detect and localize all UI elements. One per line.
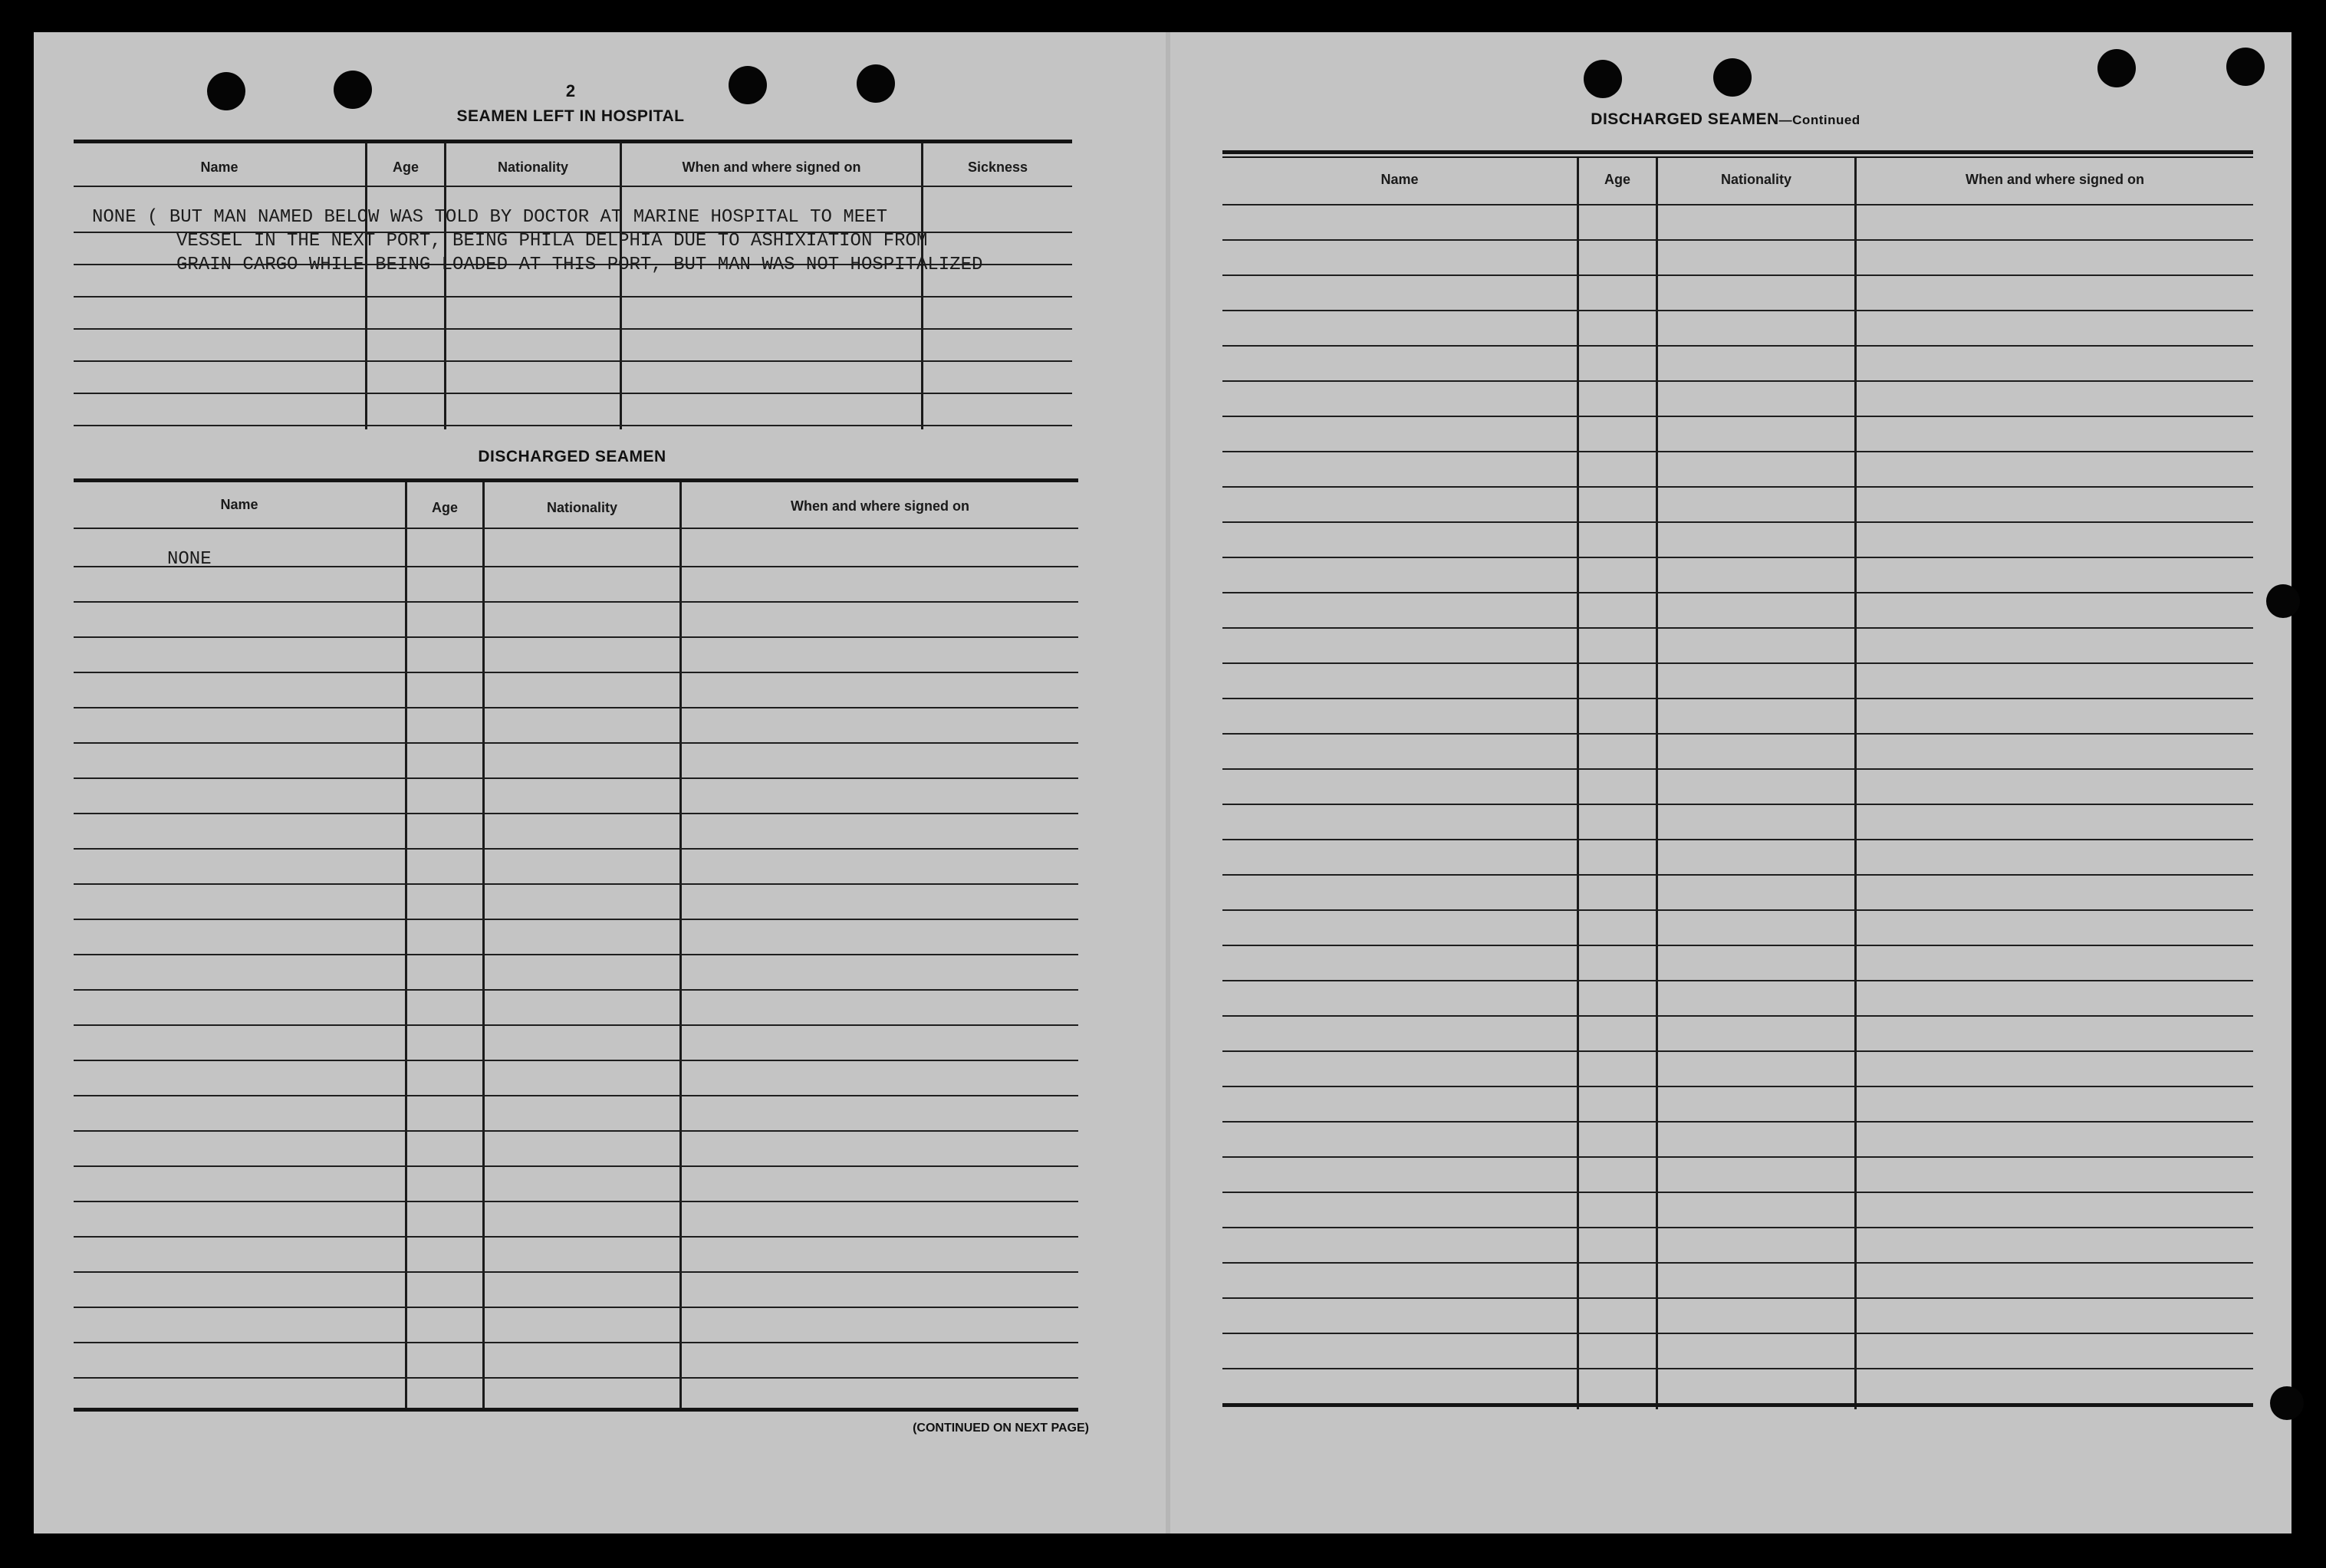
row-rule: [1222, 451, 2253, 452]
row-rule: [74, 672, 1078, 673]
continued-note: (CONTINUED ON NEXT PAGE): [913, 1422, 1089, 1435]
row-rule: [74, 601, 1078, 603]
column-header-signed-on: When and where signed on: [682, 159, 861, 175]
column-header-age: Age: [431, 500, 458, 515]
row-rule: [74, 296, 1072, 297]
column-header-nationality: Nationality: [546, 500, 617, 515]
punch-hole: [334, 71, 372, 109]
column-header-signed-on: When and where signed on: [790, 498, 969, 514]
row-rule: [1222, 768, 2253, 770]
row-rule: [74, 528, 1078, 529]
row-rule: [1222, 804, 2253, 805]
row-rule: [1222, 1015, 2253, 1017]
row-rule: [1222, 1262, 2253, 1264]
row-rule: [1222, 380, 2253, 382]
column-header-age: Age: [392, 159, 419, 175]
row-rule: [74, 1201, 1078, 1202]
row-rule: [74, 1130, 1078, 1132]
column-header-nationality: Nationality: [1720, 172, 1791, 187]
row-rule: [1222, 1227, 2253, 1228]
column-header-age: Age: [1604, 172, 1630, 187]
column-header-name: Name: [200, 159, 239, 175]
column-header-nationality: Nationality: [497, 159, 568, 175]
row-rule: [74, 566, 1078, 567]
punch-hole: [2226, 48, 2265, 86]
row-rule: [1222, 733, 2253, 735]
row-rule: [1222, 839, 2253, 840]
punch-hole: [2266, 584, 2300, 618]
row-rule: [74, 1060, 1078, 1061]
right-title-suffix: —Continued: [1778, 113, 1860, 127]
row-rule: [74, 919, 1078, 920]
row-rule: [1222, 1297, 2253, 1299]
row-rule: [74, 1377, 1078, 1379]
column-header-name: Name: [220, 497, 258, 512]
right-section-title: [1503, 110, 1948, 129]
row-rule: [1222, 1192, 2253, 1193]
row-rule: [74, 360, 1072, 362]
row-rule: [1222, 1086, 2253, 1087]
table-top-rule: [1222, 156, 2253, 158]
row-rule: [74, 1236, 1078, 1238]
row-rule: [74, 328, 1072, 330]
row-rule: [1222, 1368, 2253, 1369]
row-rule: [1222, 698, 2253, 699]
row-rule: [74, 636, 1078, 638]
hospital-typed-line-3: GRAIN CARGO WHILE BEING LOADED AT THIS PORT, BUT MAN WAS NOT HOSPITALIZED: [176, 255, 983, 275]
row-rule: [74, 425, 1072, 426]
row-rule: [1222, 1050, 2253, 1052]
discharged-typed-entry: NONE: [167, 549, 212, 570]
row-rule: [74, 777, 1078, 779]
punch-hole: [2270, 1386, 2304, 1420]
row-rule: [1222, 909, 2253, 911]
row-rule: [1222, 1156, 2253, 1158]
row-rule: [74, 813, 1078, 814]
row-rule: [1222, 557, 2253, 558]
row-rule: [74, 1095, 1078, 1096]
row-rule: [74, 954, 1078, 955]
hospital-table: [74, 140, 1072, 429]
row-rule: [1222, 945, 2253, 946]
row-rule: [74, 1307, 1078, 1308]
discharged-section-title: DISCHARGED SEAMEN: [478, 448, 666, 465]
hospital-typed-line-2: VESSEL IN THE NEXT PORT, BEING PHILA DELPHIA DUE TO ASHIXIATION FROM: [176, 231, 928, 251]
column-header-name: Name: [1380, 172, 1419, 187]
row-rule: [1222, 310, 2253, 311]
row-rule: [1222, 345, 2253, 347]
table-top-rule: [1222, 150, 2253, 154]
row-rule: [74, 883, 1078, 885]
column-header-sickness: Sickness: [967, 159, 1028, 175]
hospital-section-title: SEAMEN LEFT IN HOSPITAL: [456, 107, 685, 125]
punch-hole: [207, 72, 245, 110]
page-number: 2: [565, 81, 576, 100]
row-rule: [74, 707, 1078, 708]
right-title-main: DISCHARGED SEAMEN: [1591, 110, 1779, 128]
row-rule: [1222, 662, 2253, 664]
column-header-signed-on: When and where signed on: [1965, 172, 2144, 187]
row-rule: [74, 393, 1072, 394]
row-rule: [74, 742, 1078, 744]
row-rule: [1222, 486, 2253, 488]
punch-hole: [1713, 58, 1752, 97]
punch-hole: [857, 64, 895, 103]
punch-hole: [2097, 49, 2136, 87]
row-rule: [1222, 239, 2253, 241]
row-rule: [74, 1165, 1078, 1167]
row-rule: [1222, 521, 2253, 523]
row-rule: [1222, 204, 2253, 205]
right-discharged-table: [1222, 150, 2253, 1415]
row-rule: [1222, 874, 2253, 876]
discharged-table: [74, 478, 1078, 1415]
row-rule: [74, 1024, 1078, 1026]
row-rule: [1222, 627, 2253, 629]
table-bottom-rule: [1222, 1403, 2253, 1407]
row-rule: [74, 989, 1078, 991]
row-rule: [74, 1342, 1078, 1343]
table-bottom-rule: [74, 1408, 1078, 1412]
punch-hole: [729, 66, 767, 104]
row-rule: [1222, 980, 2253, 981]
row-rule: [1222, 274, 2253, 276]
page-fold: [1166, 32, 1170, 1533]
row-rule: [74, 1271, 1078, 1273]
row-rule: [74, 186, 1072, 187]
row-rule: [1222, 416, 2253, 417]
hospital-typed-line-1: NONE ( BUT MAN NAMED BELOW WAS TOLD BY DOCTOR AT MARINE HOSPITAL TO MEET: [92, 207, 887, 228]
row-rule: [1222, 1333, 2253, 1334]
row-rule: [1222, 1121, 2253, 1123]
punch-hole: [1584, 60, 1622, 98]
row-rule: [74, 848, 1078, 850]
table-top-rule: [74, 478, 1078, 482]
row-rule: [1222, 592, 2253, 593]
